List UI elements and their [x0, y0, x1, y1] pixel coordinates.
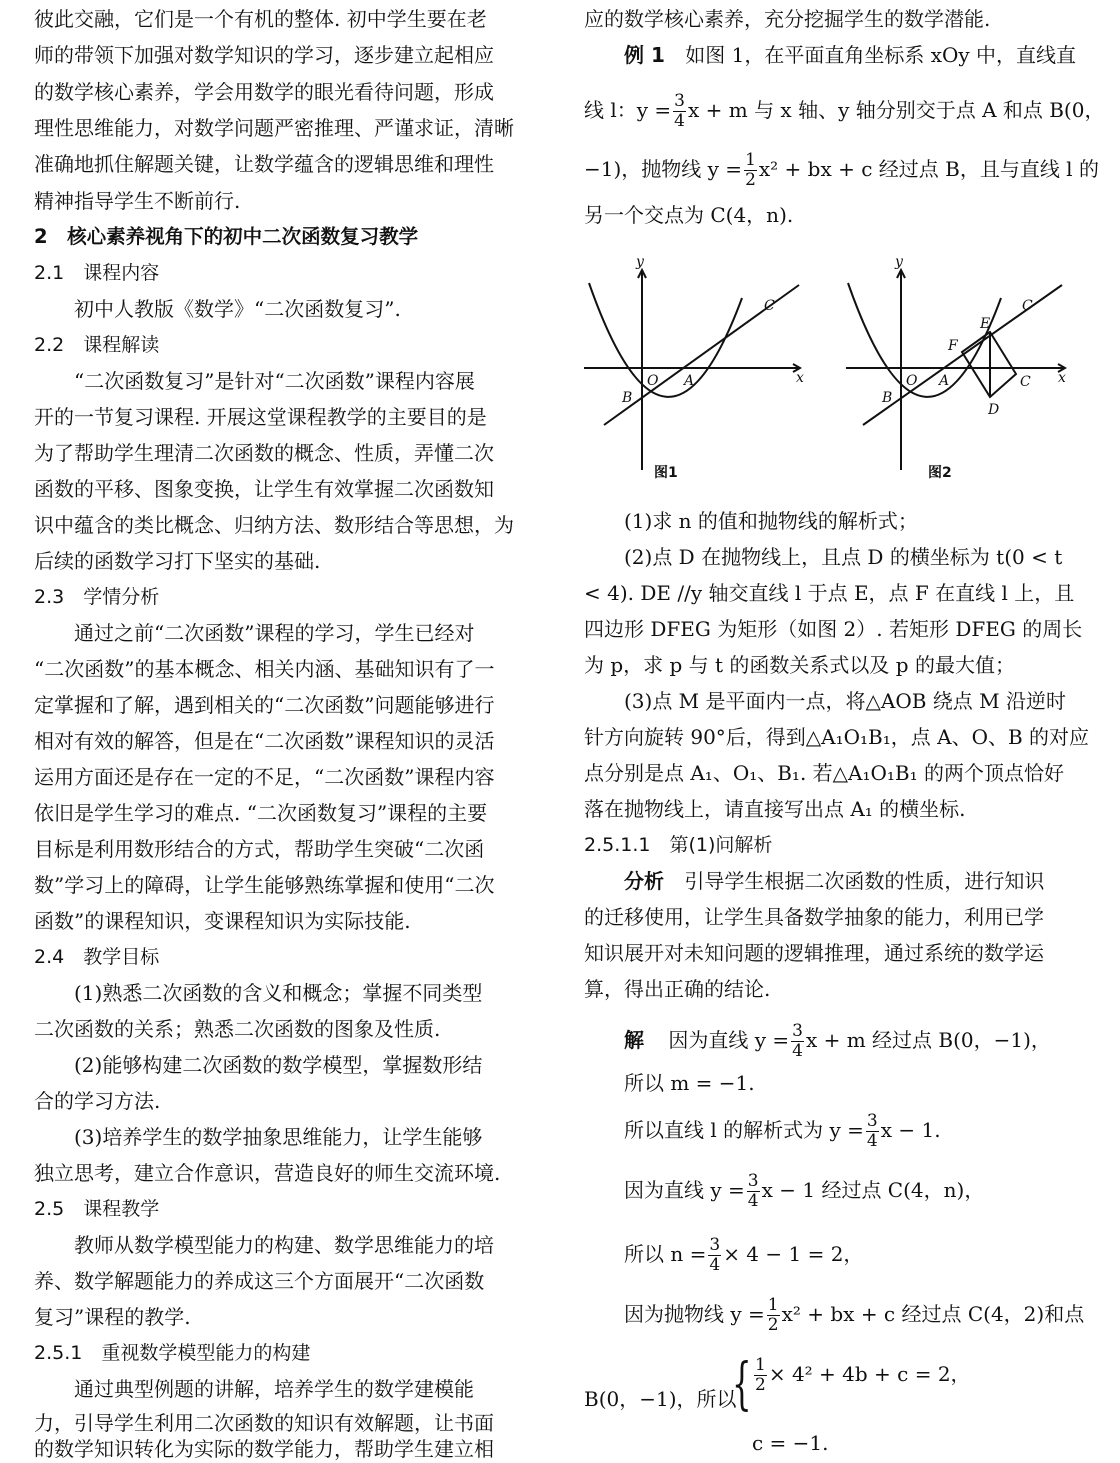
fraction: $\frac{1}{2}$: [745, 150, 756, 190]
text-line: 通过典型例题的讲解，培养学生的数学建模能: [74, 1377, 474, 1401]
text-line: (3)培养学生的数学抽象思维能力，让学生能够: [74, 1125, 483, 1149]
text-line: 识中蕴含的类比概念、归纳方法、数形结合等思想，为: [34, 513, 514, 537]
subsection-2-5-1: 2.5.1 重视数学模型能力的构建: [34, 1342, 311, 1364]
label-y: y: [636, 254, 644, 270]
subsection-2-4: 2.4 教学目标: [34, 946, 160, 968]
text-line: 四边形 DFEG 为矩形（如图 2）. 若矩形 DFEG 的周长: [584, 617, 1083, 641]
text-line: 函数的平移、图象变换，让学生有效掌握二次函数知: [34, 477, 494, 501]
analysis-line: 分析 引导学生根据二次函数的性质，进行知识: [624, 869, 1045, 893]
text-line: 开的一节复习课程. 开展这堂课程教学的主要目的是: [34, 405, 487, 429]
label-g-as-printed: C: [1020, 374, 1031, 390]
text-line: 初中人教版《数学》“二次函数复习”.: [74, 297, 401, 321]
text-line: 教师从数学模型能力的构建、数学思维能力的培: [74, 1233, 494, 1257]
label-o: O: [647, 373, 659, 389]
section-heading-2: 2 核心素养视角下的初中二次函数复习教学: [34, 225, 419, 248]
text-line: 所以 m = −1.: [624, 1071, 755, 1095]
text-line: 后续的函数学习打下坚实的基础.: [34, 549, 321, 573]
label-x: x: [1058, 370, 1066, 386]
label-f: F: [948, 338, 958, 354]
text-line: 的迁移使用，让学生具备数学抽象的能力，利用已学: [584, 905, 1044, 929]
text-line: 的数学知识转化为实际的数学能力，帮助学生建立相: [34, 1437, 494, 1461]
text-line: 复习”课程的教学.: [34, 1305, 191, 1329]
text-line: 函数”的课程知识，变课程知识为实际技能.: [34, 909, 411, 933]
text-line: 合的学习方法.: [34, 1089, 161, 1113]
label-b: B: [882, 390, 893, 406]
subsection-2-5-1-1: 2.5.1.1 第(1)问解析: [584, 834, 773, 856]
figure-1-caption: 图1: [654, 465, 678, 481]
text-line: 另一个交点为 C(4，n).: [584, 203, 794, 227]
example-label: 例 1: [624, 43, 665, 67]
text-line: 师的带领下加强对数学知识的学习，逐步建立起相应: [34, 43, 494, 67]
label-y: y: [895, 254, 903, 270]
text-line: 数”学习上的障碍，让学生能够熟练掌握和使用“二次: [34, 873, 495, 897]
text-line: 理性思维能力，对数学问题严密推理、严谨求证，清晰: [34, 116, 514, 140]
solution-label: 解: [624, 1028, 644, 1052]
fraction: $\frac{3}{4}$: [747, 1171, 759, 1211]
fraction: $\frac{1}{2}$: [755, 1355, 766, 1395]
label-a: A: [939, 373, 950, 389]
solution-line: 因为抛物线 y = $\frac{1}{2}$ x² + bx + c 经过点 C(4，2)和点: [624, 1295, 1085, 1335]
example-line: 例 1 如图 1，在平面直角坐标系 xOy 中，直线直: [624, 43, 1077, 67]
text-line: 养、数学解题能力的养成这三个方面展开“二次函数: [34, 1269, 485, 1293]
text-line: 知识展开对未知问题的逻辑推理，通过系统的数学运: [584, 941, 1044, 965]
solution-line: 所以 n = $\frac{3}{4}$ × 4 − 1 = 2，: [624, 1235, 864, 1275]
system-eq-2: c = −1.: [752, 1431, 829, 1455]
text-line: 落在抛物线上，请直接写出点 A₁ 的横坐标.: [584, 797, 966, 821]
text-line: < 4). DE //y 轴交直线 l 于点 E，点 F 在直线 l 上，且: [584, 581, 1075, 605]
fraction: $\frac{3}{4}$: [866, 1111, 878, 1151]
text-line: 定掌握和了解，遇到相关的“二次函数”问题能够进行: [34, 693, 495, 717]
label-o: O: [906, 373, 918, 389]
text-line: 的数学核心素养，学会用数学的眼光看待问题，形成: [34, 80, 494, 104]
text-line: 精神指导学生不断前行.: [34, 189, 241, 213]
text-line: 运用方面还是存在一定的不足，“二次函数”课程内容: [34, 765, 495, 789]
solution-line: 解 因为直线 y = $\frac{3}{4}$ x + m 经过点 B(0，−1)，: [624, 1021, 1051, 1061]
label-a: A: [684, 373, 695, 389]
text-line: 点分别是点 A₁、O₁、B₁. 若△A₁O₁B₁ 的两个顶点恰好: [584, 761, 1064, 785]
question-2: (2)点 D 在抛物线上，且点 D 的横坐标为 t(0 < t: [624, 545, 1063, 569]
question-1: (1)求 n 的值和抛物线的解析式；: [624, 509, 918, 533]
text-line: 应的数学核心素养，充分挖掘学生的数学潜能.: [584, 7, 991, 31]
text-line: 相对有效的解答，但是在“二次函数”课程知识的灵活: [34, 729, 495, 753]
label-b: B: [622, 390, 633, 406]
solution-line: 因为直线 y = $\frac{3}{4}$ x − 1 经过点 C(4，n)，: [624, 1171, 985, 1211]
text-line: (1)熟悉二次函数的含义和概念；掌握不同类型: [74, 981, 483, 1005]
text-line: 为了帮助学生理清二次函数的概念、性质，弄懂二次: [34, 441, 494, 465]
label-x: x: [796, 370, 804, 386]
figures: [584, 250, 1088, 490]
text-line: 准确地抓住解题关键，让数学蕴含的逻辑思维和理性: [34, 152, 494, 176]
system-eq-1: $\frac{1}{2}$ × 4² + 4b + c = 2，: [755, 1355, 971, 1395]
label-d: D: [988, 402, 1000, 418]
subsection-2-1: 2.1 课程内容: [34, 262, 160, 284]
subsection-2-2: 2.2 课程解读: [34, 334, 160, 356]
text-line: 针方向旋转 90°后，得到△A₁O₁B₁，点 A、O、B 的对应: [584, 725, 1090, 749]
fraction: $\frac{3}{4}$: [674, 91, 685, 131]
fraction: $\frac{3}{4}$: [709, 1235, 721, 1275]
text-line: 通过之前“二次函数”课程的学习，学生已经对: [74, 621, 475, 645]
fraction: $\frac{3}{4}$: [792, 1021, 803, 1061]
question-3: (3)点 M 是平面内一点，将△AOB 绕点 M 沿逆时: [624, 689, 1066, 713]
text-line: 彼此交融，它们是一个有机的整体. 初中学生要在老: [34, 7, 487, 31]
text-line: 独立思考，建立合作意识，营造良好的师生交流环境.: [34, 1161, 501, 1185]
text-line: B(0，−1)，所以: [584, 1387, 737, 1411]
label-c: C: [1022, 298, 1033, 314]
fraction: $\frac{1}{2}$: [767, 1295, 779, 1335]
solution-line: 所以直线 l 的解析式为 y = $\frac{3}{4}$ x − 1.: [624, 1111, 941, 1151]
subsection-2-3: 2.3 学情分析: [34, 586, 160, 608]
label-c: C: [764, 298, 775, 314]
example-line: 线 l：y = $\frac{3}{4}$ x + m 与 x 轴、y 轴分别交于点 A 和点 B(0，: [584, 91, 1105, 131]
figure-1: [584, 254, 804, 481]
text-line: (2)能够构建二次函数的数学模型，掌握数形结: [74, 1053, 483, 1077]
brace: {: [732, 1352, 752, 1417]
text-line: 力，引导学生利用二次函数的知识有效解题，让书面: [34, 1411, 494, 1435]
subsection-2-5: 2.5 课程教学: [34, 1198, 160, 1220]
analysis-label: 分析: [624, 869, 664, 893]
figure-2-caption: 图2: [928, 465, 952, 481]
text-line: 依旧是学生学习的难点. “二次函数复习”课程的主要: [34, 801, 488, 825]
text-line: 算，得出正确的结论.: [584, 977, 771, 1001]
text-line: 为 p，求 p 与 t 的函数关系式以及 p 的最大值；: [584, 653, 1015, 677]
text-line: 目标是利用数形结合的方式，帮助学生突破“二次函: [34, 837, 485, 861]
example-line: −1)，抛物线 y = $\frac{1}{2}$ x² + bx + c 经过点 B，且与直线 l 的: [584, 150, 1099, 190]
text-line: “二次函数复习”是针对“二次函数”课程内容展: [74, 369, 475, 393]
text-line: “二次函数”的基本概念、相关内涵、基础知识有了一: [34, 657, 495, 681]
label-e: E: [980, 316, 991, 332]
text-line: 二次函数的关系；熟悉二次函数的图象及性质.: [34, 1017, 441, 1041]
figure-2: [846, 254, 1066, 481]
